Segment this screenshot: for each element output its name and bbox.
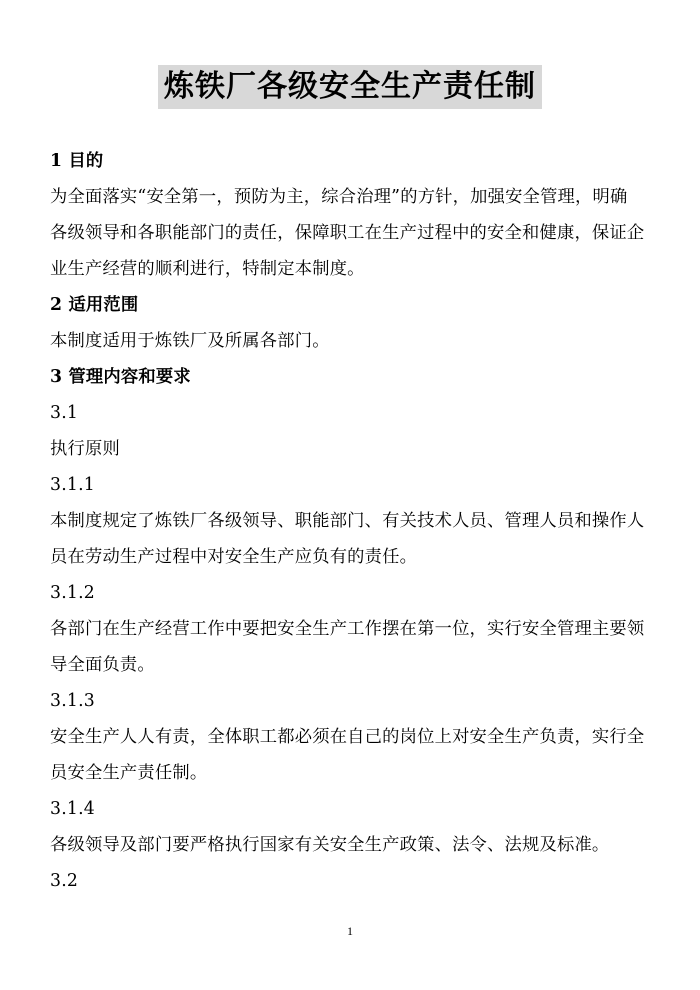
document-line: 各级领导和各职能部门的责任，保障职工在生产过程中的安全和健康，保证企: [50, 223, 645, 243]
document-line: 3.1.3: [50, 691, 95, 711]
document-line: 3.2: [50, 871, 79, 891]
document-line: 3 管理内容和要求: [50, 367, 191, 387]
document-line: 2 适用范围: [50, 295, 139, 315]
document-line: 3.1.2: [50, 583, 95, 603]
document-title: 炼铁厂各级安全生产责任制: [158, 65, 542, 109]
document-line: 本制度适用于炼铁厂及所属各部门。: [50, 331, 330, 351]
document-line: 各部门在生产经营工作中要把安全生产工作摆在第一位，实行安全管理主要领: [50, 619, 645, 639]
document-line: 导全面负责。: [50, 655, 155, 675]
document-line: 本制度规定了炼铁厂各级领导、职能部门、有关技术人员、管理人员和操作人: [50, 511, 645, 531]
document-line: 业生产经营的顺利进行，特制定本制度。: [50, 259, 365, 279]
document-line: 各级领导及部门要严格执行国家有关安全生产政策、法令、法规及标准。: [50, 835, 610, 855]
document-line: 1 目的: [50, 151, 104, 171]
document-line: 员在劳动生产过程中对安全生产应负有的责任。: [50, 547, 418, 567]
page-number: 1: [347, 924, 353, 938]
document-line: 为全面落实“安全第一，预防为主，综合治理”的方针，加强安全管理，明确: [50, 187, 628, 207]
document-line: 3.1: [50, 403, 79, 423]
document-line: 3.1.1: [50, 475, 95, 495]
document-line: 执行原则: [50, 439, 120, 459]
document-line: 安全生产人人有责，全体职工都必须在自己的岗位上对安全生产负责，实行全: [50, 727, 645, 747]
document-line: 员安全生产责任制。: [50, 763, 208, 783]
document-body: [50, 143, 660, 899]
title-wrap: [0, 65, 700, 109]
document-line: 3.1.4: [50, 799, 95, 819]
